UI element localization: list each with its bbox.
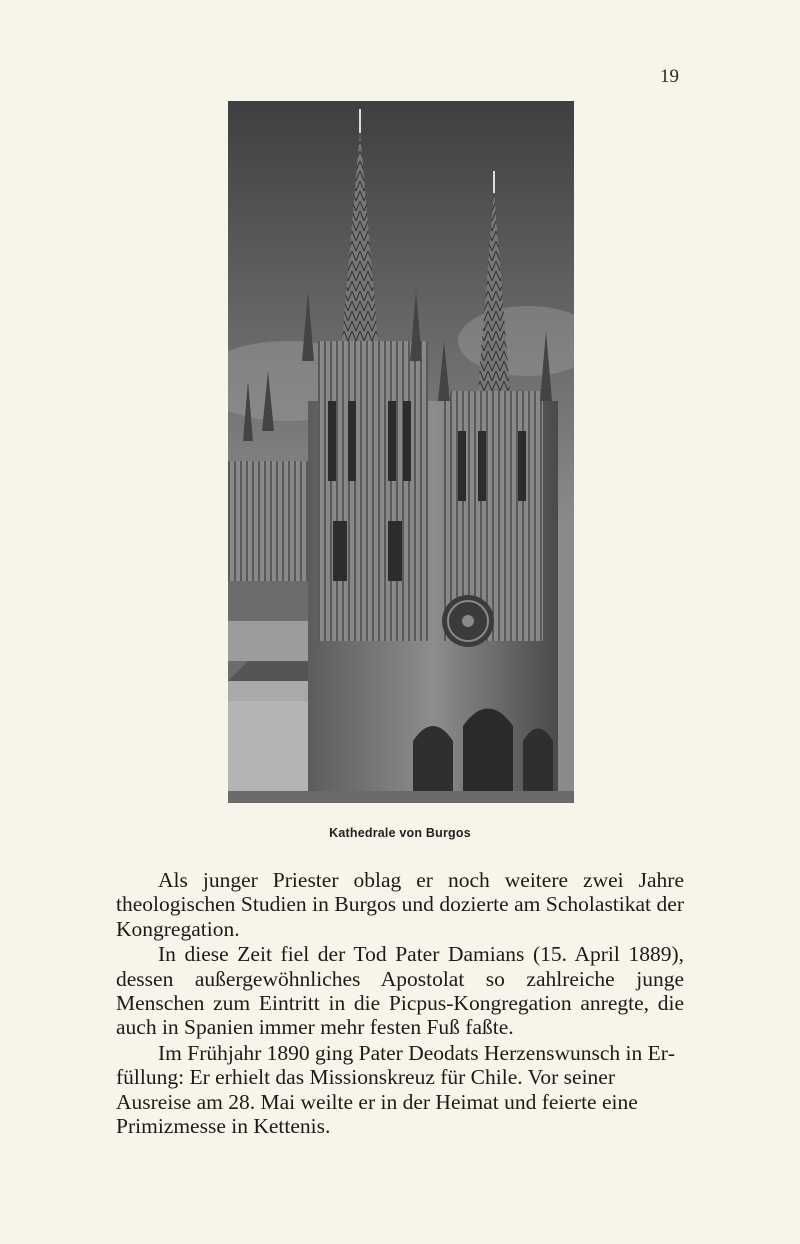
figure-caption: Kathedrale von Burgos: [329, 826, 471, 840]
paragraph: Im Frühjahr 1890 ging Pater Deodats Herzenswunsch in Erfüllung: Er erhielt das Missionskreuz für Chile. Vor seiner Ausreise am 28. Mai weilte er in der Heimat und feierte eine Primizmesse in Kettenis.: [116, 1040, 676, 1139]
body-text: [116, 868, 684, 1138]
cathedral-photo: [228, 101, 574, 803]
page-number: 19: [660, 66, 679, 87]
paragraph: Als junger Priester oblag er noch weitere zwei Jahre theologischen Studien in Burgos und dozierte am Scholastikat der Kongregation.: [116, 868, 684, 941]
paragraph: In diese Zeit fiel der Tod Pater Damians (15. April 1889), dessen außergewöhnliches Apostolat so zahlreiche junge Menschen zum Eintritt in die Picpus-Kongregation anregte, die auch in Spanien immer mehr festen Fuß faßte.: [116, 942, 684, 1040]
